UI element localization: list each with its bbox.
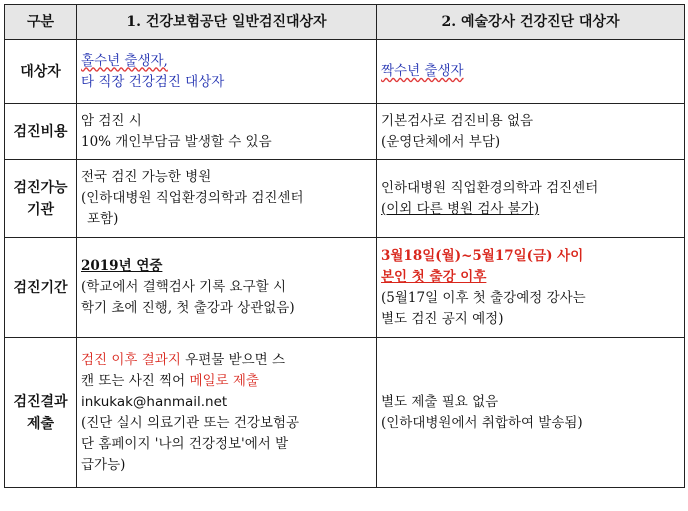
institution-label-line2: 기관 <box>26 201 55 218</box>
period-artist-line2: 본인 첫 출강 이후 <box>381 268 487 285</box>
period-artist-cell <box>377 238 685 338</box>
result-general-line2-pre: 캔 또는 사진 찍어 <box>81 372 190 389</box>
row-cost <box>5 104 685 160</box>
institution-general-line2: (인하대병원 직업환경의학과 검진센터 <box>81 190 304 206</box>
result-artist-line1: 별도 제출 필요 없음 <box>381 393 499 410</box>
result-general-line6: 급가능) <box>81 456 126 473</box>
row-label-result <box>5 338 77 488</box>
header-category: 구분 <box>5 5 77 40</box>
header-row <box>5 5 685 40</box>
period-artist-line1: 3월18일(월)~5월17일(금) 사이 <box>381 247 584 264</box>
result-general-line4: (진단 실시 의료기관 또는 건강보험공 <box>81 414 300 431</box>
result-general-line1-rest: 우편물 받으면 스 <box>180 351 286 368</box>
result-general-cell <box>77 338 377 488</box>
cost-general-line2: 10% 개인부담금 발생할 수 있음 <box>81 133 272 150</box>
result-general-line2-red: 메일로 제출 <box>189 372 259 389</box>
period-general-cell <box>77 238 377 338</box>
result-general-email: inkukak@hanmail.net <box>81 393 228 410</box>
cost-general-cell <box>77 104 377 160</box>
result-general-line1-red: 검진 이후 결과지 <box>81 351 181 368</box>
period-general-line3: 학기 초에 진행, 첫 출강과 상관없음) <box>81 300 295 316</box>
institution-artist-cell <box>377 160 685 238</box>
row-label-target: 대상자 <box>5 40 77 104</box>
period-artist-line4: 별도 검진 공지 예정) <box>381 310 504 327</box>
cost-artist-cell <box>377 104 685 160</box>
row-label-period: 검진기간 <box>5 238 77 338</box>
result-general-line5: 단 홈페이지 '나의 건강정보'에서 발 <box>81 435 289 452</box>
cost-general-line1: 암 검진 시 <box>81 112 142 129</box>
header-general-checkup: 1. 건강보험공단 일반검진대상자 <box>77 5 377 40</box>
row-period <box>5 238 685 338</box>
row-label-cost: 검진비용 <box>5 104 77 160</box>
target-general-line1: 홀수년 출생자, <box>81 52 168 69</box>
target-general-cell <box>77 40 377 104</box>
target-artist-cell <box>377 40 685 104</box>
institution-general-line3: 포함) <box>87 211 119 227</box>
row-result <box>5 338 685 488</box>
comparison-table <box>4 4 685 488</box>
header-artist-checkup: 2. 예술강사 건강진단 대상자 <box>377 5 685 40</box>
target-artist-line1: 짝수년 출생자 <box>381 63 464 79</box>
period-general-line2: (학교에서 결핵검사 기록 요구할 시 <box>81 279 287 295</box>
institution-artist-line1: 인하대병원 직업환경의학과 검진센터 <box>381 179 599 196</box>
period-general-line1: 2019년 연중 <box>81 258 163 274</box>
institution-artist-line2: (이외 다른 병원 검사 불가) <box>381 200 540 217</box>
institution-general-cell <box>77 160 377 238</box>
result-artist-cell <box>377 338 685 488</box>
row-institution <box>5 160 685 238</box>
institution-label-line1: 검진가능 <box>13 179 68 196</box>
target-general-line2: 타 직장 건강검진 대상자 <box>81 73 225 90</box>
row-label-institution <box>5 160 77 238</box>
cost-artist-line2: (운영단체에서 부담) <box>381 133 501 150</box>
period-artist-line3: (5월17일 이후 첫 출강예정 강사는 <box>381 289 586 306</box>
institution-general-line1: 전국 검진 가능한 병원 <box>81 169 212 185</box>
result-label-line1: 검진결과 <box>13 393 68 410</box>
cost-artist-line1: 기본검사로 검진비용 없음 <box>381 112 534 129</box>
result-artist-line2: (인하대병원에서 취합하여 발송됨) <box>381 414 583 431</box>
result-label-line2: 제출 <box>26 415 55 432</box>
row-target <box>5 40 685 104</box>
